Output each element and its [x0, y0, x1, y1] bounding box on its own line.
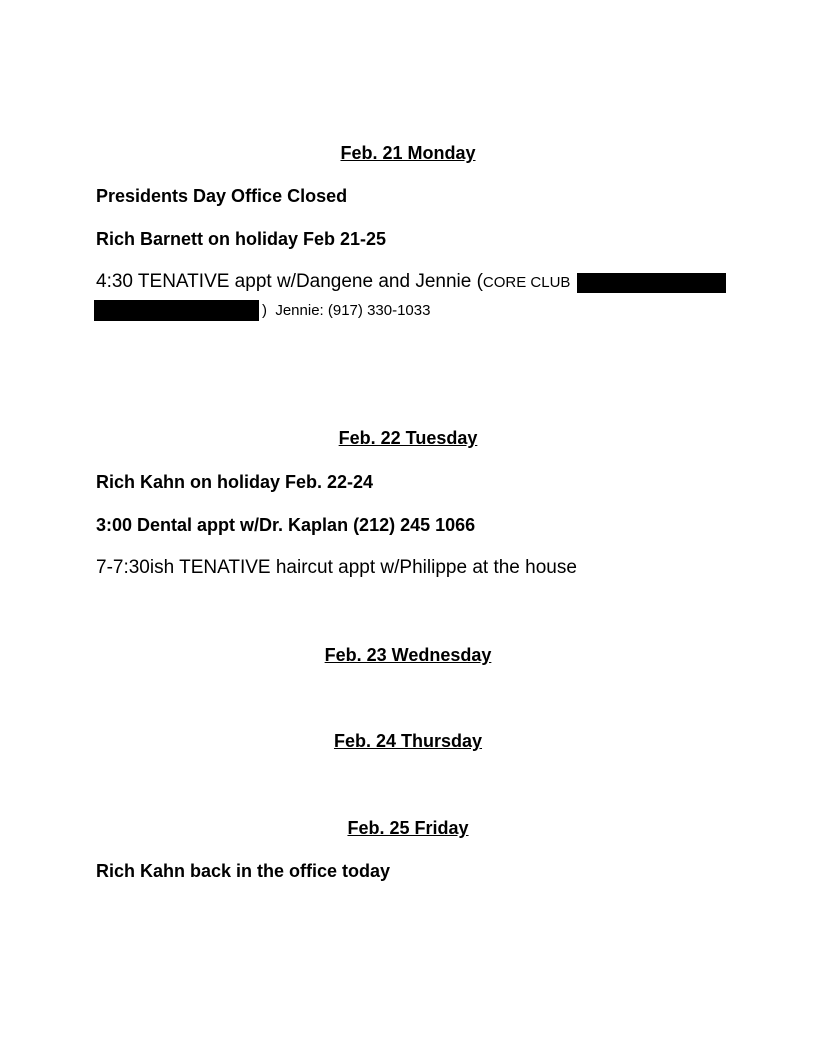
note-rich-kahn-holiday: Rich Kahn on holiday Feb. 22-24 — [96, 472, 374, 492]
appt-contact-line — [262, 300, 430, 322]
day-heading-feb-22: Feb. 22 Tuesday — [338, 428, 478, 448]
day-heading-feb-21: Feb. 21 Monday — [340, 143, 476, 163]
appt-contact: Jennie: (917) 330-1033 — [275, 302, 431, 319]
day-heading-feb-25: Feb. 25 Friday — [347, 818, 469, 838]
note-presidents-day: Presidents Day Office Closed — [96, 186, 348, 206]
appt-main-text: 4:30 TENATIVE appt w/Dangene and Jennie ( — [96, 271, 483, 292]
note-haircut-appt: 7-7:30ish TENATIVE haircut appt w/Philippe at the house — [96, 557, 577, 578]
redaction-block — [94, 300, 259, 321]
appt-close-paren: ) — [262, 302, 267, 319]
day-heading-feb-24: Feb. 24 Thursday — [333, 731, 483, 751]
appt-dangene-jennie — [96, 271, 570, 294]
note-dental-appt: 3:00 Dental appt w/Dr. Kaplan (212) 245 1066 — [96, 515, 476, 535]
note-rich-kahn-back: Rich Kahn back in the office today — [96, 861, 391, 881]
day-heading-feb-23: Feb. 23 Wednesday — [324, 645, 492, 665]
appt-location: CORE CLUB — [482, 274, 571, 291]
note-rich-barnett-holiday: Rich Barnett on holiday Feb 21-25 — [96, 229, 387, 249]
redaction-block — [577, 273, 726, 293]
